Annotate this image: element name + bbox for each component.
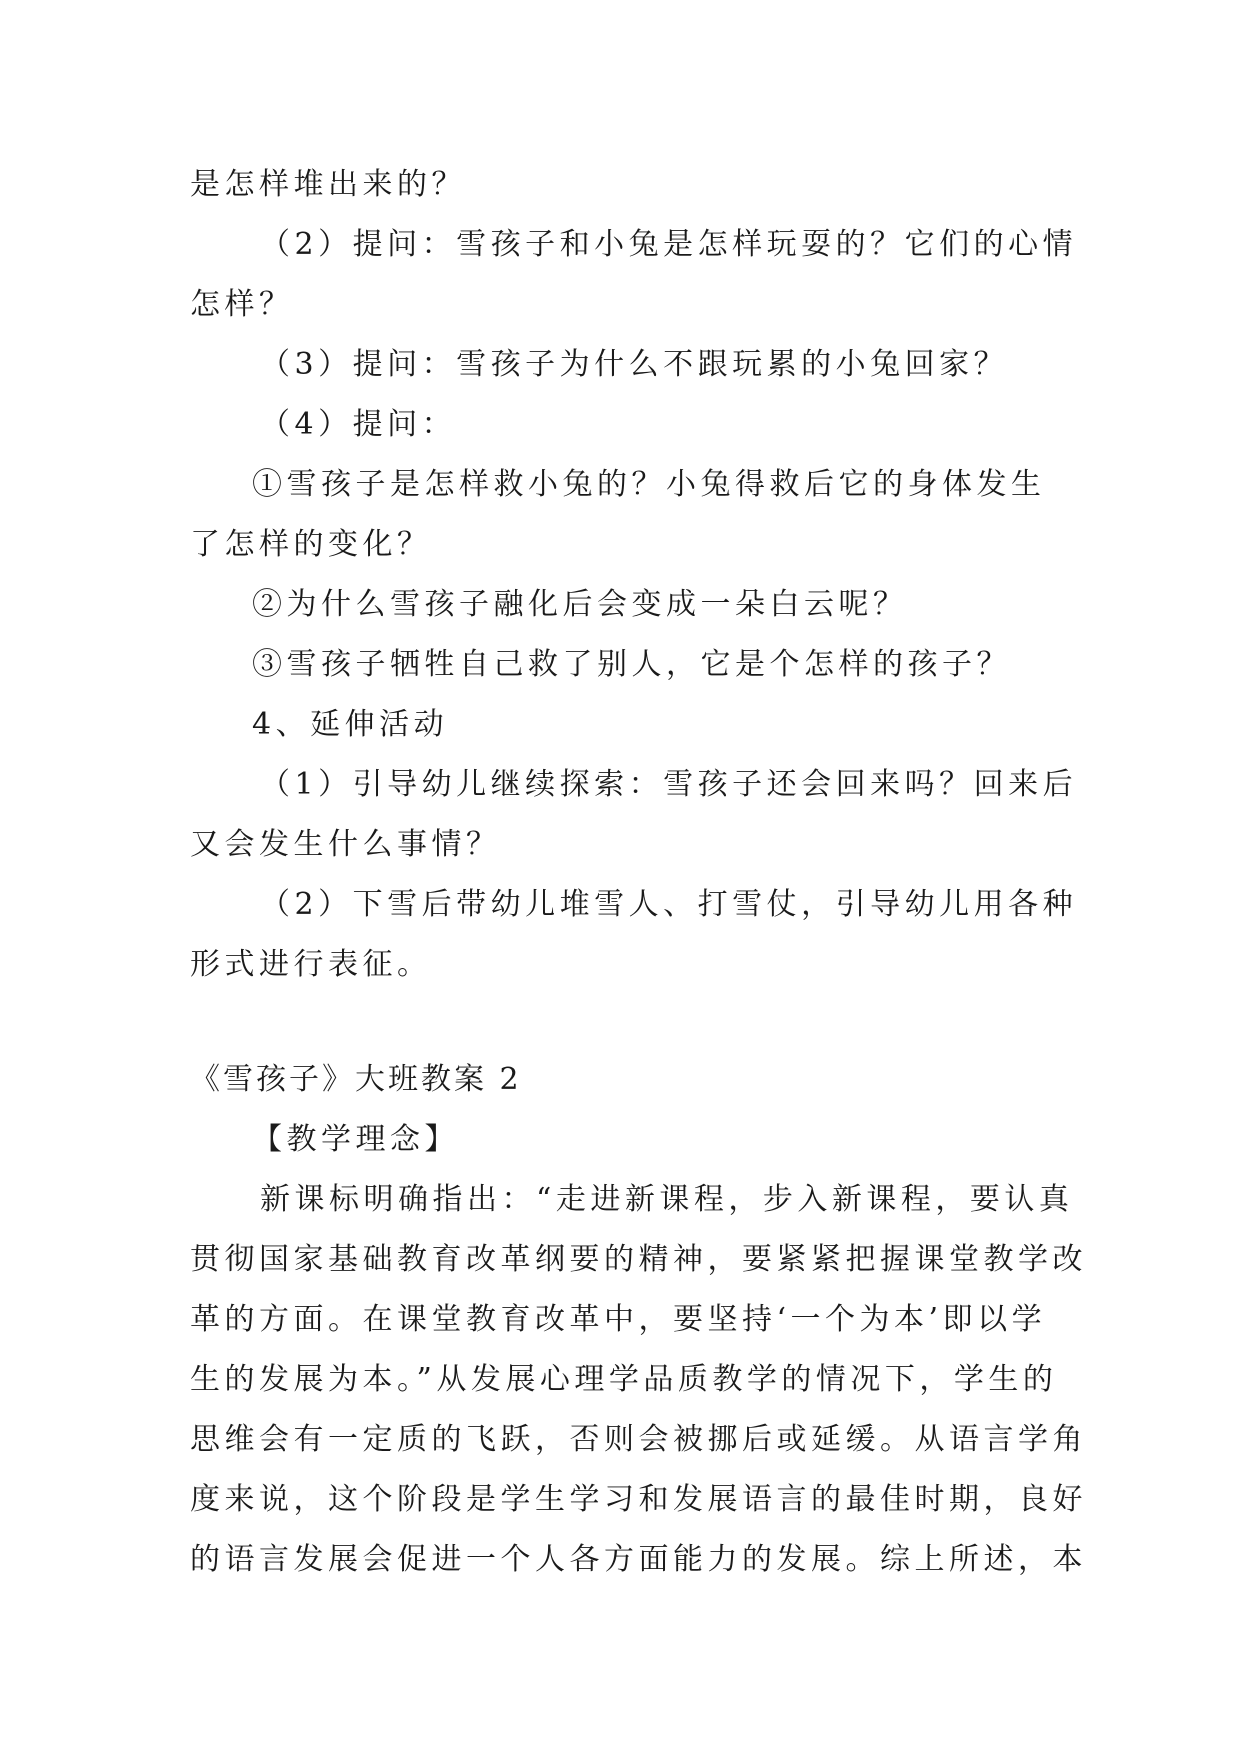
text-line: 是怎样堆出来的？ — [190, 167, 466, 202]
text-line: （1）引导幼儿继续探索：雪孩子还会回来吗？回来后 — [260, 767, 1078, 802]
text-line: （4）提问： — [260, 407, 457, 442]
text-line: 革的方面。在课堂教育改革中，要坚持‘一个为本’即以学 — [190, 1302, 1047, 1337]
section-heading: 4、延伸活动 — [252, 707, 449, 742]
text-line: ②为什么雪孩子融化后会变成一朵白云呢？ — [252, 587, 908, 622]
text-line: （2）下雪后带幼儿堆雪人、打雪仗，引导幼儿用各种 — [260, 887, 1078, 922]
text-line: 度来说，这个阶段是学生学习和发展语言的最佳时期，良好 — [190, 1482, 1087, 1517]
text-line: 了怎样的变化？ — [190, 527, 432, 562]
text-line: 的语言发展会促进一个人各方面能力的发展。综上所述，本 — [190, 1542, 1087, 1577]
text-line: 形式进行表征。 — [190, 947, 432, 982]
text-line: （3）提问：雪孩子为什么不跟玩累的小兔回家？ — [260, 347, 1009, 382]
text-line: 新课标明确指出：“走进新课程，步入新课程，要认真 — [260, 1182, 1074, 1217]
text-line: 又会发生什么事情？ — [190, 827, 501, 862]
text-line: 怎样？ — [190, 287, 294, 322]
text-line: 生的发展为本。”从发展心理学品质教学的情况下，学生的 — [190, 1362, 1058, 1397]
text-line: ①雪孩子是怎样救小兔的？小兔得救后它的身体发生 — [252, 467, 1046, 502]
text-line: ③雪孩子牺牲自己救了别人，它是个怎样的孩子？ — [252, 647, 1011, 682]
text-line: （2）提问：雪孩子和小兔是怎样玩耍的？它们的心情 — [260, 227, 1078, 262]
text-line: 贯彻国家基础教育改革纲要的精神，要紧紧把握课堂教学改 — [190, 1242, 1087, 1277]
document-title: 《雪孩子》大班教案 2 — [190, 1062, 522, 1097]
section-heading: 【教学理念】 — [252, 1122, 459, 1157]
text-line: 思维会有一定质的飞跃，否则会被挪后或延缓。从语言学角 — [190, 1422, 1087, 1457]
